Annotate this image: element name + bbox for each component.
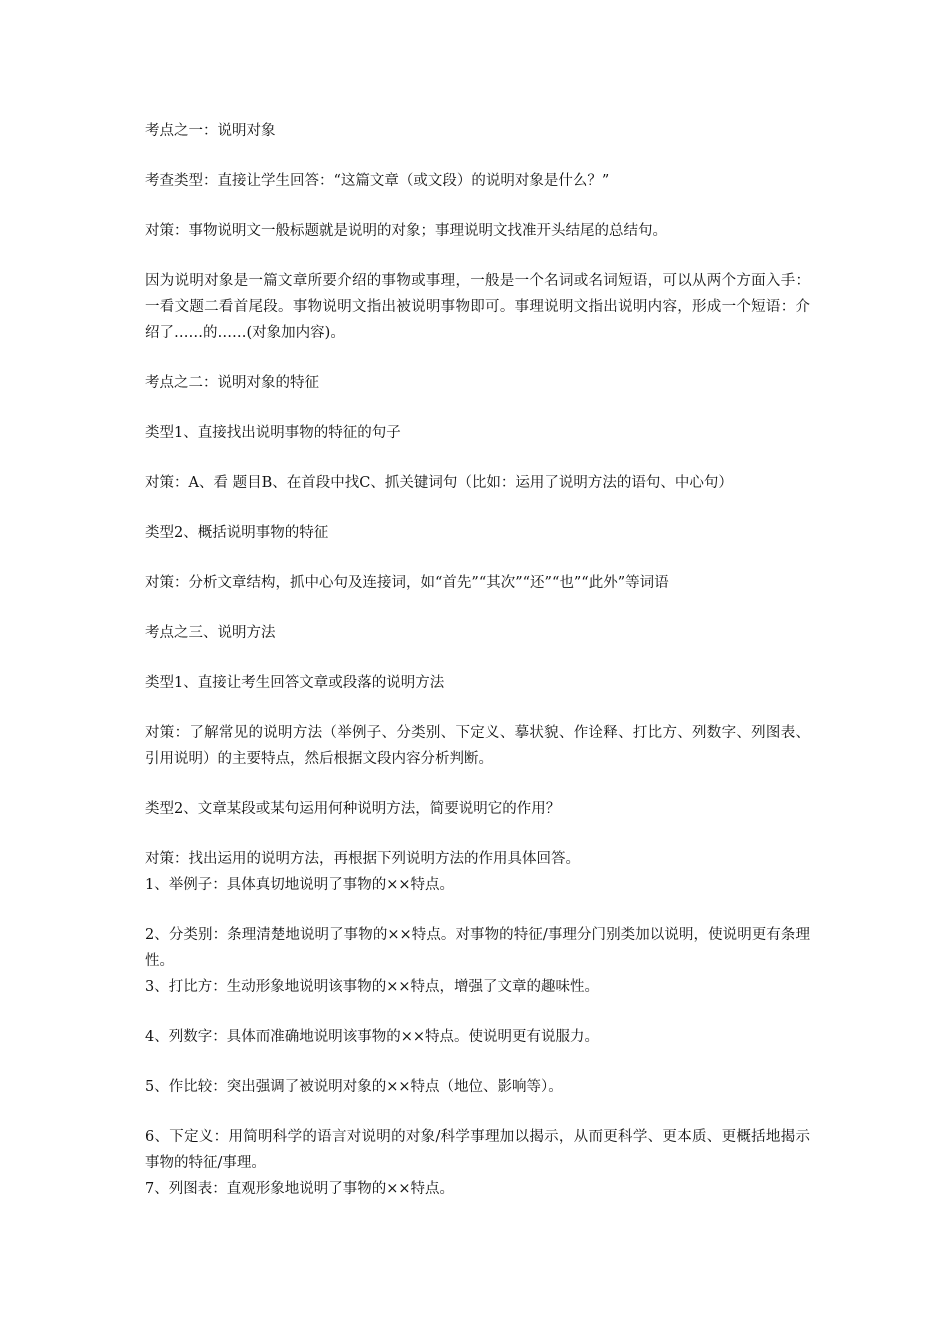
type-1: 类型1、直接找出说明事物的特征的句子 [145, 425, 401, 441]
list-item: 1、举例子：具体真切地说明了事物的××特点。 [145, 877, 455, 893]
strategy-2: 对策：分析文章结构，抓中心句及连接词，如“首先”“其次”“还”“也”“此外”等词语 [145, 575, 669, 591]
heading-1: 考点之一：说明对象 [145, 123, 276, 139]
document-page [145, 118, 810, 1226]
list-item: 7、列图表：直观形象地说明了事物的××特点。 [145, 1181, 455, 1197]
method-strategy-2: 对策：找出运用的说明方法，再根据下列说明方法的作用具体回答。 [145, 851, 580, 867]
list-item: 2、分类别：条理清楚地说明了事物的××特点。对事物的特征/事理分门别类加以说明，使说明更有条理性。 [145, 927, 810, 969]
type-2: 类型2、概括说明事物的特征 [145, 525, 329, 541]
list-item: 5、作比较：突出强调了被说明对象的××特点（地位、影响等）。 [145, 1079, 563, 1095]
list-item: 3、打比方：生动形象地说明该事物的××特点，增强了文章的趣味性。 [145, 979, 600, 995]
list-item: 4、列数字：具体而准确地说明该事物的××特点。使说明更有说服力。 [145, 1029, 600, 1045]
list-item: 6、下定义：用简明科学的语言对说明的对象/科学事理加以揭示，从而更科学、更本质、更概括地揭示事物的特征/事理。 [145, 1129, 810, 1171]
question-type: 考查类型：直接让学生回答：“这篇文章（或文段）的说明对象是什么？” [145, 173, 610, 189]
strategy-1: 对策：A、看 题目B、在首段中找C、抓关键词句（比如：运用了说明方法的语句、中心句） [145, 475, 733, 491]
explanation-paragraph: 因为说明对象是一篇文章所要介绍的事物或事理，一般是一个名词或名词短语，可以从两个方面入手：一看文题二看首尾段。事物说明文指出被说明事物即可。事理说明文指出说明内容，形成一个短语：介绍了……的……(对象加内容)。 [145, 273, 810, 341]
method-strategy-1: 对策：了解常见的说明方法（举例子、分类别、下定义、摹状貌、作诠释、打比方、列数字、列图表、引用说明）的主要特点，然后根据文段内容分析判断。 [145, 725, 810, 767]
heading-2: 考点之二：说明对象的特征 [145, 375, 319, 391]
strategy: 对策：事物说明文一般标题就是说明的对象；事理说明文找准开头结尾的总结句。 [145, 223, 667, 239]
method-type-1: 类型1、直接让考生回答文章或段落的说明方法 [145, 675, 445, 691]
heading-3: 考点之三、说明方法 [145, 625, 276, 641]
method-type-2: 类型2、文章某段或某句运用何种说明方法，简要说明它的作用？ [145, 801, 561, 817]
